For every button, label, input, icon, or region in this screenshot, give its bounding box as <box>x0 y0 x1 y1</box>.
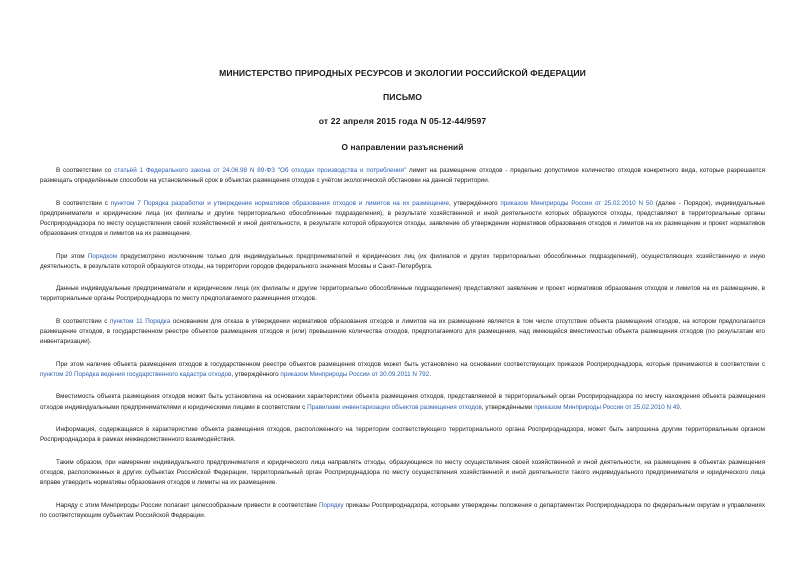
text: основанием для отказа в утверждении нормативов образования отходов и лимитов на их размещение является в том числе отсутствие объекта размещения отходов, на котором предполагается размещение отходов, в государственном реестре объектов размещения отходов и (или) превышение количества отходов, предполагаемого для размещения, над имеющейся вместимостью объекта размещения отходов (по результатам его инвентаризации). <box>40 317 766 346</box>
paragraph <box>40 392 765 412</box>
order-link[interactable]: приказом Минприроды России от 30.09.2011 N 792 <box>280 370 430 378</box>
paragraph <box>40 284 765 304</box>
text: Вместимость объекта размещения отходов может быть установлена на основании характеристики объекта размещения отходов, представляемой в территориальный орган Росприроднадзора по месту нахождения объекта размещения отходов индивидуальными предпринимателями и юридическими лицами в соответствии с <box>40 393 765 411</box>
text: приказы Росприроднадзора, которыми утверждены положения о департаментах Росприроднадзора по федеральным округам и управлениях по соответствующим субъектам Российской Федерации. <box>40 501 765 519</box>
text: Данные индивидуальные предприниматели и юридические лица (их филиалы и другие территориально обособленные подразделения) представляют заявление и проект нормативов образования отходов и лимитов на их размещение, в территориальные органы Росприроднадзора по месту предполагаемого размещения отходов. <box>40 285 765 303</box>
text: При этом наличие объекта размещения отходов в государственном реестре объектов размещения отходов может быть установлено на основании соответствующих приказов Росприроднадзора, которые принимаются в соответствии с <box>56 360 765 368</box>
text: Информация, содержащаяся в характеристике объекта размещения отходов, расположенного на территории соответствующего территориального органа Росприроднадзора, может быть запрошена другим территориальным органом Росприроднадзора в рамках межведомственного взаимодействия. <box>40 426 765 444</box>
text: предусмотрено исключение только для индивидуальных предпринимателей и юридических лиц (их филиалов и других территориально обособленных подразделений), осуществляющих хозяйственную и иную деятельность, в результате которой образуются отходы, на территории городов федерального значения Москвы и Санкт-Петербурга. <box>40 252 765 270</box>
paragraph <box>40 317 765 347</box>
procedure-link[interactable]: пунктом 7 Порядка разработки и утверждения нормативов образования отходов и лимитов на их размещение <box>110 199 450 207</box>
procedure-link[interactable]: Порядку <box>318 501 344 509</box>
text: . <box>429 370 431 378</box>
paragraph <box>40 199 765 239</box>
text: В соответствии с <box>56 199 111 207</box>
paragraph <box>40 166 765 186</box>
paragraph <box>40 252 765 272</box>
text: (далее - Порядок), индивидуальные предприниматели и юридические лица (их филиалы и другие территориально обособленные подразделения), в результате хозяйственной и иной деятельности которых образуются отходы, представляют в территориальные органы Росприроднадзора по месту осуществления своей хозяйственной и иной деятельности, в результате которой образуются отходы, заявление об утверждении нормативов образования отходов и лимитов на их размещение и проект нормативов образования отходов и лимитов на их размещение. <box>40 199 765 237</box>
text: При этом <box>56 252 88 260</box>
paragraph <box>40 501 765 521</box>
document-date-number: от 22 апреля 2015 года N 05-12-44/9597 <box>318 116 487 126</box>
cadastre-procedure-link[interactable]: пунктом 20 Порядка ведения государственного кадастра отходов <box>40 370 232 378</box>
inventory-rules-link[interactable]: Правилами инвентаризации объектов размещения отходов <box>307 403 482 411</box>
text: Таким образом, при намерении индивидуального предпринимателя и юридического лица направлять отходы, образующиеся по месту осуществления своей хозяйственной и иной деятельности, на размещение в объектах размещения отходов, расположенных в других субъектах Российской Федерации, территориальный орган Росприроднадзора по месту осуществления хозяйственной и иной деятельности такого индивидуального предпринимателя и юридического лица вправе утвердить нормативы образования отходов и лимиты на их размещение. <box>40 458 765 486</box>
document-type: ПИСЬМО <box>383 92 422 102</box>
text: В соответствии с <box>56 317 110 325</box>
procedure-link[interactable]: пунктом 11 Порядка <box>109 317 171 325</box>
paragraph <box>40 425 765 445</box>
text: лимит на размещение отходов - предельно допустимое количество отходов конкретного вида, которые разрешается размещать определённым способом на установленный срок в объектах размещения отходов с учётом экологической обстановки на данной территории. <box>40 167 765 185</box>
text: Наряду с этим Минприроды России полагает целесообразным привести в соответствие <box>56 501 319 509</box>
law-link[interactable]: статьёй 1 Федерального закона от 24.06.98 N 89-ФЗ "Об отходах производства и потребления" <box>114 167 407 174</box>
text: , утверждёнными <box>481 403 535 411</box>
text: , утверждённого <box>449 199 501 207</box>
paragraph <box>40 458 765 488</box>
order-link[interactable]: приказом Минприроды России от 25.02.2010 N 49 <box>534 403 680 411</box>
document-body <box>40 166 765 521</box>
text: , утверждённого <box>231 370 281 378</box>
procedure-link[interactable]: Порядком <box>87 252 118 260</box>
text: . <box>679 403 682 411</box>
order-link[interactable]: приказом Минприроды России от 25.02.2010 N 50 <box>500 199 653 207</box>
paragraph <box>40 360 765 380</box>
ministry-name: МИНИСТЕРСТВО ПРИРОДНЫХ РЕСУРСОВ И ЭКОЛОГИИ РОССИЙСКОЙ ФЕДЕРАЦИИ <box>219 68 586 78</box>
document-subject: О направлении разъяснений <box>341 142 464 152</box>
text: В соответствии со <box>56 167 115 174</box>
